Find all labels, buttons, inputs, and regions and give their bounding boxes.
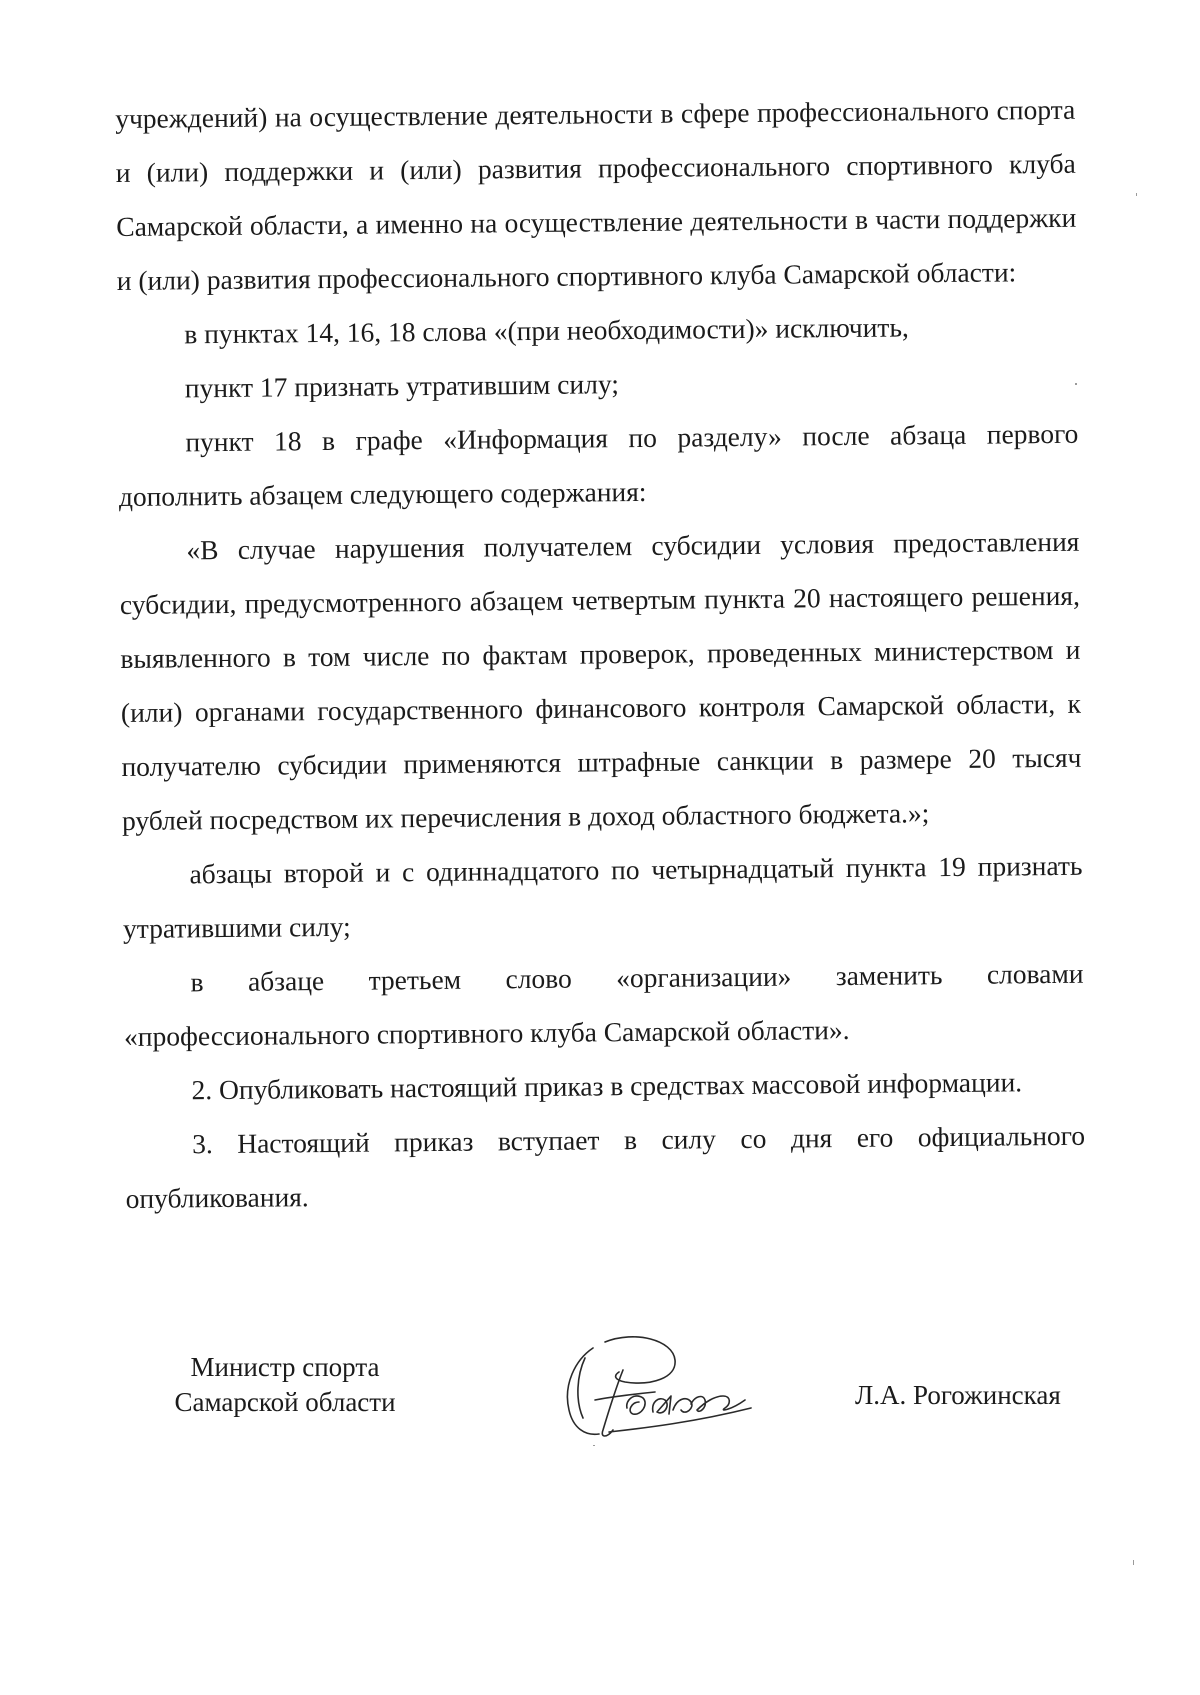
signature-block <box>0 1330 1200 1490</box>
handwritten-signature <box>555 1330 775 1445</box>
scan-speck-right <box>1136 193 1137 196</box>
paragraph-item-3: 3. Настоящий приказ вступает в силу со дня его официального опубликования. <box>125 1119 1086 1214</box>
paragraph-item-2: 2. Опубликовать настоящий приказ в средствах массовой информации. <box>191 1066 1023 1106</box>
paragraph-points-14-16-18: в пунктах 14, 16, 18 слова «(при необходимости)» исключить, <box>184 311 909 350</box>
paragraph-abzac-third: в абзаце третьем слово «организации» заменить словами «профессионального спортивного клуба Самарской области». <box>123 957 1084 1052</box>
paragraph-quoted-amendment: «В случае нарушения получателем субсидии условия предоставления субсидии, предусмотренного абзацем четвертым пункта 20 настоящего решения, выявленного в том числе по фактам проверок, проведенных министерством и (или) органами государственного финансового контроля Самарской области, к получателю субсидии применяются штрафные санкции в размере 20 тысяч рублей посредством их перечисления в доход областного бюджета.»; <box>119 525 1082 836</box>
signatory-name: Л.А. Рогожинская <box>855 1380 1061 1410</box>
scan-speck-right-2 <box>1075 383 1077 385</box>
signatory-title-line2: Самарской области <box>174 1387 396 1417</box>
document-body <box>115 83 1086 1226</box>
scan-speck-center <box>593 1445 595 1446</box>
signatory-title <box>150 1350 420 1420</box>
paragraph-continuation: учреждений) на осуществление деятельности в сфере профессионального спорта и (или) поддержки и (или) развития профессионального спортивного клуба Самарской области, а именно на осуществление деятельности в части поддержки и (или) развития профессионального спортивного клуба Самарской области: <box>115 93 1077 296</box>
paragraph-point-18: пункт 18 в графе «Информация по разделу» после абзаца первого дополнить абзацем следующего содержания: <box>118 417 1079 512</box>
paragraph-point-17: пункт 17 признать утратившим силу; <box>184 368 620 404</box>
paragraph-point-19: абзацы второй и с одиннадцатого по четырнадцатый пункта 19 признать утратившими силу; <box>122 849 1083 944</box>
scan-speck-bottom <box>1133 1560 1134 1565</box>
signatory-title-line1: Министр спорта <box>190 1352 380 1382</box>
